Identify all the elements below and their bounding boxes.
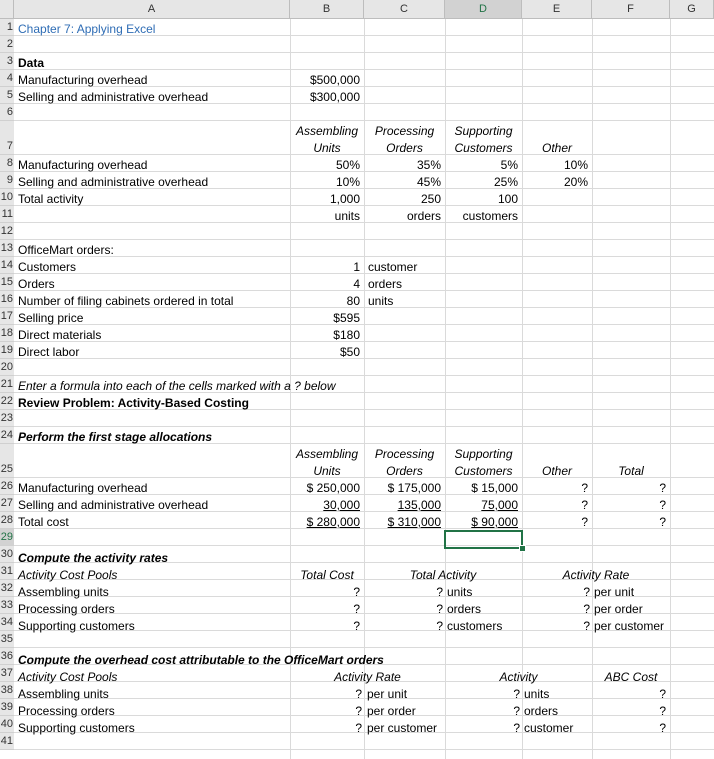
stage1-title[interactable]: Perform the first stage allocations	[18, 430, 213, 444]
alloc-sga-label[interactable]: Selling and administrative overhead	[18, 175, 209, 189]
alloc-mfg-e[interactable]: 10%	[563, 158, 588, 172]
row-header-29[interactable]: 29	[0, 529, 14, 546]
mfg-overhead-label[interactable]: Manufacturing overhead	[18, 73, 148, 87]
mfg-overhead-value[interactable]: $500,000	[309, 73, 360, 87]
header-other[interactable]: Other	[541, 141, 572, 155]
row-header-27[interactable]: 27	[0, 495, 14, 512]
row-header-30[interactable]: 30	[0, 546, 14, 563]
s1-sga-e[interactable]: ?	[581, 498, 588, 512]
row-header-12[interactable]: 12	[0, 223, 14, 240]
active-cell-selection[interactable]	[444, 530, 523, 549]
header-orders[interactable]: Orders	[386, 141, 423, 155]
rates-assembling-cost[interactable]: ?	[353, 585, 360, 599]
s1-header-other[interactable]: Other	[541, 464, 572, 478]
s1-total-b[interactable]: $ 280,000	[306, 515, 360, 529]
header-processing[interactable]: Processing	[374, 124, 435, 138]
s1-total-f[interactable]: ?	[659, 515, 666, 529]
om-dm-value[interactable]: $180	[333, 328, 360, 342]
om-cabinets-label[interactable]: Number of filing cabinets ordered in total	[18, 294, 234, 308]
row-header-23[interactable]: 23	[0, 410, 14, 427]
s1-mfg-c[interactable]: $ 175,000	[387, 481, 441, 495]
s1-total-e[interactable]: ?	[581, 515, 588, 529]
row-header-36[interactable]: 36	[0, 648, 14, 665]
om-price-label[interactable]: Selling price	[18, 311, 84, 325]
alloc-mfg-c[interactable]: 35%	[416, 158, 441, 172]
s1-header-orders[interactable]: Orders	[386, 464, 423, 478]
rates-supporting-label[interactable]: Supporting customers	[18, 619, 135, 633]
header-units[interactable]: Units	[313, 141, 341, 155]
row-header-37[interactable]: 37	[0, 665, 14, 682]
row-header-32[interactable]: 32	[0, 580, 14, 597]
rates-processing-rate-unit[interactable]: per order	[594, 602, 643, 616]
om-customers-unit[interactable]: customer	[368, 260, 418, 274]
row-header-17[interactable]: 17	[0, 308, 14, 325]
s1-sga-c[interactable]: 135,000	[397, 498, 441, 512]
rates-supporting-cost[interactable]: ?	[353, 619, 360, 633]
units-b[interactable]: units	[334, 209, 360, 223]
row-header-39[interactable]: 39	[0, 699, 14, 716]
oh-supporting-activity-unit[interactable]: customer	[524, 721, 574, 735]
rates-processing-label[interactable]: Processing orders	[18, 602, 115, 616]
row-header-25[interactable]: 25	[0, 444, 14, 478]
row-header-21[interactable]: 21	[0, 376, 14, 393]
oh-processing-activity-unit[interactable]: orders	[524, 704, 559, 718]
total-activity-d[interactable]: 100	[497, 192, 518, 206]
oh-supporting-activity[interactable]: ?	[513, 721, 520, 735]
row-header-3[interactable]: 3	[0, 53, 14, 70]
row-header-34[interactable]: 34	[0, 614, 14, 631]
s1-mfg-b[interactable]: $ 250,000	[306, 481, 360, 495]
total-activity-label[interactable]: Total activity	[18, 192, 84, 206]
oh-processing-label[interactable]: Processing orders	[18, 704, 115, 718]
oh-assembling-rate[interactable]: ?	[355, 687, 362, 701]
row-header-14[interactable]: 14	[0, 257, 14, 274]
rates-assembling-activity[interactable]: ?	[436, 585, 443, 599]
s1-header-processing[interactable]: Processing	[374, 447, 435, 461]
alloc-sga-c[interactable]: 45%	[416, 175, 441, 189]
rates-processing-rate[interactable]: ?	[583, 602, 590, 616]
rates-processing-cost[interactable]: ?	[353, 602, 360, 616]
fill-handle[interactable]	[519, 545, 526, 552]
om-customers-value[interactable]: 1	[353, 260, 360, 274]
oh-supporting-abc-cost[interactable]: ?	[659, 721, 666, 735]
om-price-value[interactable]: $595	[333, 311, 360, 325]
sga-overhead-value[interactable]: $300,000	[309, 90, 360, 104]
column-header-b[interactable]: B	[290, 0, 364, 19]
rates-total-cost-header[interactable]: Total Cost	[300, 568, 354, 582]
rates-supporting-activity-unit[interactable]: customers	[447, 619, 503, 633]
total-activity-c[interactable]: 250	[420, 192, 441, 206]
oh-assembling-activity-unit[interactable]: units	[524, 687, 550, 701]
rates-processing-activity[interactable]: ?	[436, 602, 443, 616]
om-dl-value[interactable]: $50	[339, 345, 360, 359]
alloc-sga-e[interactable]: 20%	[563, 175, 588, 189]
oh-activity-header[interactable]: Activity	[499, 670, 538, 684]
oh-supporting-rate[interactable]: ?	[355, 721, 362, 735]
oh-supporting-rate-unit[interactable]: per customer	[367, 721, 438, 735]
row-header-4[interactable]: 4	[0, 70, 14, 87]
column-header-c[interactable]: C	[364, 0, 445, 19]
alloc-sga-d[interactable]: 25%	[493, 175, 518, 189]
column-header-d[interactable]: D	[445, 0, 522, 19]
column-header-a[interactable]: A	[14, 0, 290, 19]
rates-title[interactable]: Compute the activity rates	[18, 551, 169, 565]
s1-mfg-label[interactable]: Manufacturing overhead	[18, 481, 148, 495]
column-header-g[interactable]: G	[670, 0, 714, 19]
om-dl-label[interactable]: Direct labor	[18, 345, 80, 359]
oh-assembling-label[interactable]: Assembling units	[18, 687, 109, 701]
select-all-corner[interactable]	[0, 0, 14, 19]
rates-assembling-rate-unit[interactable]: per unit	[594, 585, 635, 599]
row-header-11[interactable]: 11	[0, 206, 14, 223]
row-header-13[interactable]: 13	[0, 240, 14, 257]
oh-processing-rate[interactable]: ?	[355, 704, 362, 718]
header-customers[interactable]: Customers	[454, 141, 513, 155]
alloc-mfg-label[interactable]: Manufacturing overhead	[18, 158, 148, 172]
rates-supporting-rate-unit[interactable]: per customer	[594, 619, 665, 633]
row-header-8[interactable]: 8	[0, 155, 14, 172]
row-header-7[interactable]: 7	[0, 121, 14, 155]
row-header-18[interactable]: 18	[0, 325, 14, 342]
units-d[interactable]: customers	[462, 209, 518, 223]
header-supporting[interactable]: Supporting	[454, 124, 513, 138]
om-dm-label[interactable]: Direct materials	[18, 328, 102, 342]
s1-total-label[interactable]: Total cost	[18, 515, 69, 529]
alloc-mfg-d[interactable]: 5%	[500, 158, 518, 172]
chapter-title[interactable]: Chapter 7: Applying Excel	[18, 22, 156, 36]
oh-assembling-rate-unit[interactable]: per unit	[367, 687, 408, 701]
oh-processing-abc-cost[interactable]: ?	[659, 704, 666, 718]
row-header-41[interactable]: 41	[0, 733, 14, 750]
oh-processing-activity[interactable]: ?	[513, 704, 520, 718]
oh-supporting-label[interactable]: Supporting customers	[18, 721, 135, 735]
s1-header-units[interactable]: Units	[313, 464, 341, 478]
row-header-40[interactable]: 40	[0, 716, 14, 733]
row-header-2[interactable]: 2	[0, 36, 14, 53]
rates-activity-rate-header[interactable]: Activity Rate	[562, 568, 630, 582]
row-header-16[interactable]: 16	[0, 291, 14, 308]
instruction-text[interactable]: Enter a formula into each of the cells marked with a ? below	[18, 379, 336, 393]
s1-mfg-d[interactable]: $ 15,000	[471, 481, 518, 495]
oh-pools-header[interactable]: Activity Cost Pools	[18, 670, 118, 684]
om-cabinets-unit[interactable]: units	[368, 294, 394, 308]
s1-mfg-e[interactable]: ?	[581, 481, 588, 495]
header-assembling[interactable]: Assembling	[295, 124, 359, 138]
row-header-15[interactable]: 15	[0, 274, 14, 291]
sga-overhead-label[interactable]: Selling and administrative overhead	[18, 90, 209, 104]
row-header-26[interactable]: 26	[0, 478, 14, 495]
row-header-1[interactable]: 1	[0, 19, 14, 36]
om-orders-value[interactable]: 4	[353, 277, 360, 291]
rates-assembling-activity-unit[interactable]: units	[447, 585, 473, 599]
s1-sga-b[interactable]: 30,000	[323, 498, 360, 512]
row-header-35[interactable]: 35	[0, 631, 14, 648]
row-header-19[interactable]: 19	[0, 342, 14, 359]
oh-processing-rate-unit[interactable]: per order	[367, 704, 416, 718]
om-customers-label[interactable]: Customers	[18, 260, 77, 274]
s1-header-customers[interactable]: Customers	[454, 464, 513, 478]
om-cabinets-value[interactable]: 80	[346, 294, 360, 308]
officemart-label[interactable]: OfficeMart orders:	[18, 243, 114, 257]
rates-processing-activity-unit[interactable]: orders	[447, 602, 482, 616]
om-orders-label[interactable]: Orders	[18, 277, 55, 291]
alloc-sga-b[interactable]: 10%	[335, 175, 360, 189]
column-header-f[interactable]: F	[592, 0, 670, 19]
om-orders-unit[interactable]: orders	[368, 277, 403, 291]
rates-assembling-label[interactable]: Assembling units	[18, 585, 109, 599]
row-header-22[interactable]: 22	[0, 393, 14, 410]
units-c[interactable]: orders	[406, 209, 441, 223]
alloc-mfg-b[interactable]: 50%	[335, 158, 360, 172]
row-header-24[interactable]: 24	[0, 427, 14, 444]
row-header-31[interactable]: 31	[0, 563, 14, 580]
s1-total-c[interactable]: $ 310,000	[387, 515, 441, 529]
row-header-6[interactable]: 6	[0, 104, 14, 121]
row-header-5[interactable]: 5	[0, 87, 14, 104]
s1-mfg-f[interactable]: ?	[659, 481, 666, 495]
s1-sga-label[interactable]: Selling and administrative overhead	[18, 498, 209, 512]
oh-assembling-activity[interactable]: ?	[513, 687, 520, 701]
row-header-10[interactable]: 10	[0, 189, 14, 206]
s1-sga-f[interactable]: ?	[659, 498, 666, 512]
total-activity-b[interactable]: 1,000	[329, 192, 360, 206]
data-label[interactable]: Data	[18, 56, 45, 70]
s1-header-assembling[interactable]: Assembling	[295, 447, 359, 461]
row-header-28[interactable]: 28	[0, 512, 14, 529]
column-header-e[interactable]: E	[522, 0, 592, 19]
rates-supporting-rate[interactable]: ?	[583, 619, 590, 633]
review-problem-title[interactable]: Review Problem: Activity-Based Costing	[18, 396, 249, 410]
row-header-20[interactable]: 20	[0, 359, 14, 376]
rates-supporting-activity[interactable]: ?	[436, 619, 443, 633]
row-header-9[interactable]: 9	[0, 172, 14, 189]
rates-pools-header[interactable]: Activity Cost Pools	[18, 568, 118, 582]
oh-abc-cost-header[interactable]: ABC Cost	[604, 670, 658, 684]
oh-assembling-abc-cost[interactable]: ?	[659, 687, 666, 701]
overhead-title[interactable]: Compute the overhead cost attributable to the OfficeMart orders	[18, 653, 384, 667]
s1-header-total[interactable]: Total	[618, 464, 644, 478]
s1-header-supporting[interactable]: Supporting	[454, 447, 513, 461]
rates-total-activity-header[interactable]: Total Activity	[409, 568, 477, 582]
row-header-33[interactable]: 33	[0, 597, 14, 614]
s1-sga-d[interactable]: 75,000	[481, 498, 518, 512]
s1-total-d[interactable]: $ 90,000	[471, 515, 518, 529]
oh-activity-rate-header[interactable]: Activity Rate	[334, 670, 401, 684]
row-header-38[interactable]: 38	[0, 682, 14, 699]
rates-assembling-rate[interactable]: ?	[583, 585, 590, 599]
